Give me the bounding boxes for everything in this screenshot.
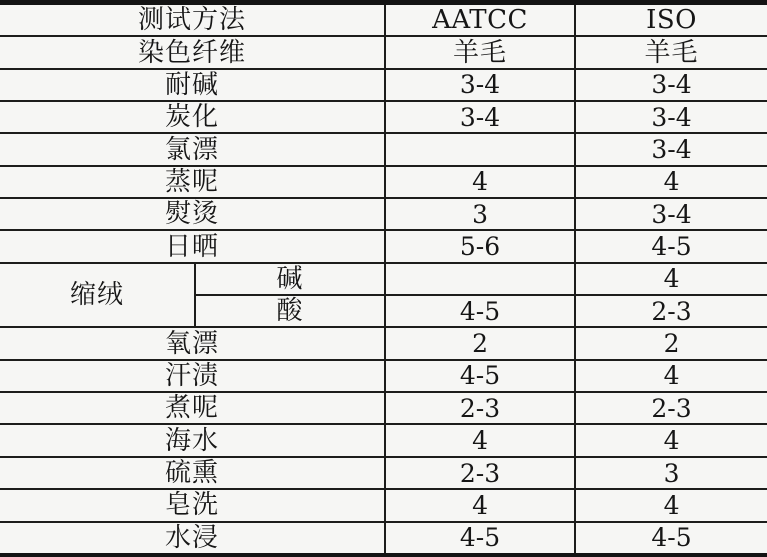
iso-value: 3-4: [575, 198, 767, 230]
method-header-cell: 测试方法: [0, 3, 385, 37]
aatcc-value: 2: [385, 327, 575, 359]
table-row-header-method: [0, 3, 767, 37]
milling-sub-label: 酸: [195, 295, 385, 327]
row-label: 硫熏: [0, 457, 385, 489]
table-row: [0, 457, 767, 489]
iso-value: 3: [575, 457, 767, 489]
row-label: 氯漂: [0, 133, 385, 165]
aatcc-value: 4: [385, 489, 575, 521]
aatcc-value: 4-5: [385, 360, 575, 392]
fiber-aatcc-value: 羊毛: [385, 36, 575, 68]
row-label: 氧漂: [0, 327, 385, 359]
row-label: 耐碱: [0, 69, 385, 101]
table-row: [0, 230, 767, 262]
iso-value: 3-4: [575, 69, 767, 101]
aatcc-value: [385, 263, 575, 295]
table-row-fiber: [0, 36, 767, 68]
aatcc-value: 3-4: [385, 101, 575, 133]
table-row: [0, 489, 767, 521]
iso-value: 4-5: [575, 230, 767, 262]
iso-value: 2-3: [575, 392, 767, 424]
iso-column-header: ISO: [575, 3, 767, 37]
table-row: [0, 198, 767, 230]
aatcc-value: 4-5: [385, 522, 575, 555]
iso-value: 4: [575, 489, 767, 521]
aatcc-value: 2-3: [385, 457, 575, 489]
table-row: [0, 166, 767, 198]
aatcc-value: 2-3: [385, 392, 575, 424]
row-label: 日晒: [0, 230, 385, 262]
iso-value: 4: [575, 424, 767, 456]
iso-value: 2-3: [575, 295, 767, 327]
iso-value: 2: [575, 327, 767, 359]
milling-group-label: 缩绒: [0, 263, 195, 328]
iso-value: 3-4: [575, 101, 767, 133]
table-row: [0, 101, 767, 133]
aatcc-value: 4-5: [385, 295, 575, 327]
fiber-iso-value: 羊毛: [575, 36, 767, 68]
aatcc-value: [385, 133, 575, 165]
table-row-milling-alkali: [0, 263, 767, 295]
table-row: [0, 133, 767, 165]
iso-value: 3-4: [575, 133, 767, 165]
milling-sub-label: 碱: [195, 263, 385, 295]
row-label: 水浸: [0, 522, 385, 555]
table-row: [0, 69, 767, 101]
row-label: 熨烫: [0, 198, 385, 230]
row-label: 炭化: [0, 101, 385, 133]
row-label: 皂洗: [0, 489, 385, 521]
row-label: 煮呢: [0, 392, 385, 424]
iso-value: 4: [575, 360, 767, 392]
iso-value: 4: [575, 263, 767, 295]
table-row: [0, 360, 767, 392]
aatcc-value: 4: [385, 166, 575, 198]
table-row: [0, 327, 767, 359]
table-row: [0, 522, 767, 555]
aatcc-column-header: AATCC: [385, 3, 575, 37]
table-row: [0, 424, 767, 456]
row-label: 海水: [0, 424, 385, 456]
iso-value: 4-5: [575, 522, 767, 555]
fiber-header-cell: 染色纤维: [0, 36, 385, 68]
table-row: [0, 392, 767, 424]
aatcc-value: 4: [385, 424, 575, 456]
aatcc-value: 3: [385, 198, 575, 230]
aatcc-value: 5-6: [385, 230, 575, 262]
iso-value: 4: [575, 166, 767, 198]
row-label: 汗渍: [0, 360, 385, 392]
row-label: 蒸呢: [0, 166, 385, 198]
aatcc-value: 3-4: [385, 69, 575, 101]
